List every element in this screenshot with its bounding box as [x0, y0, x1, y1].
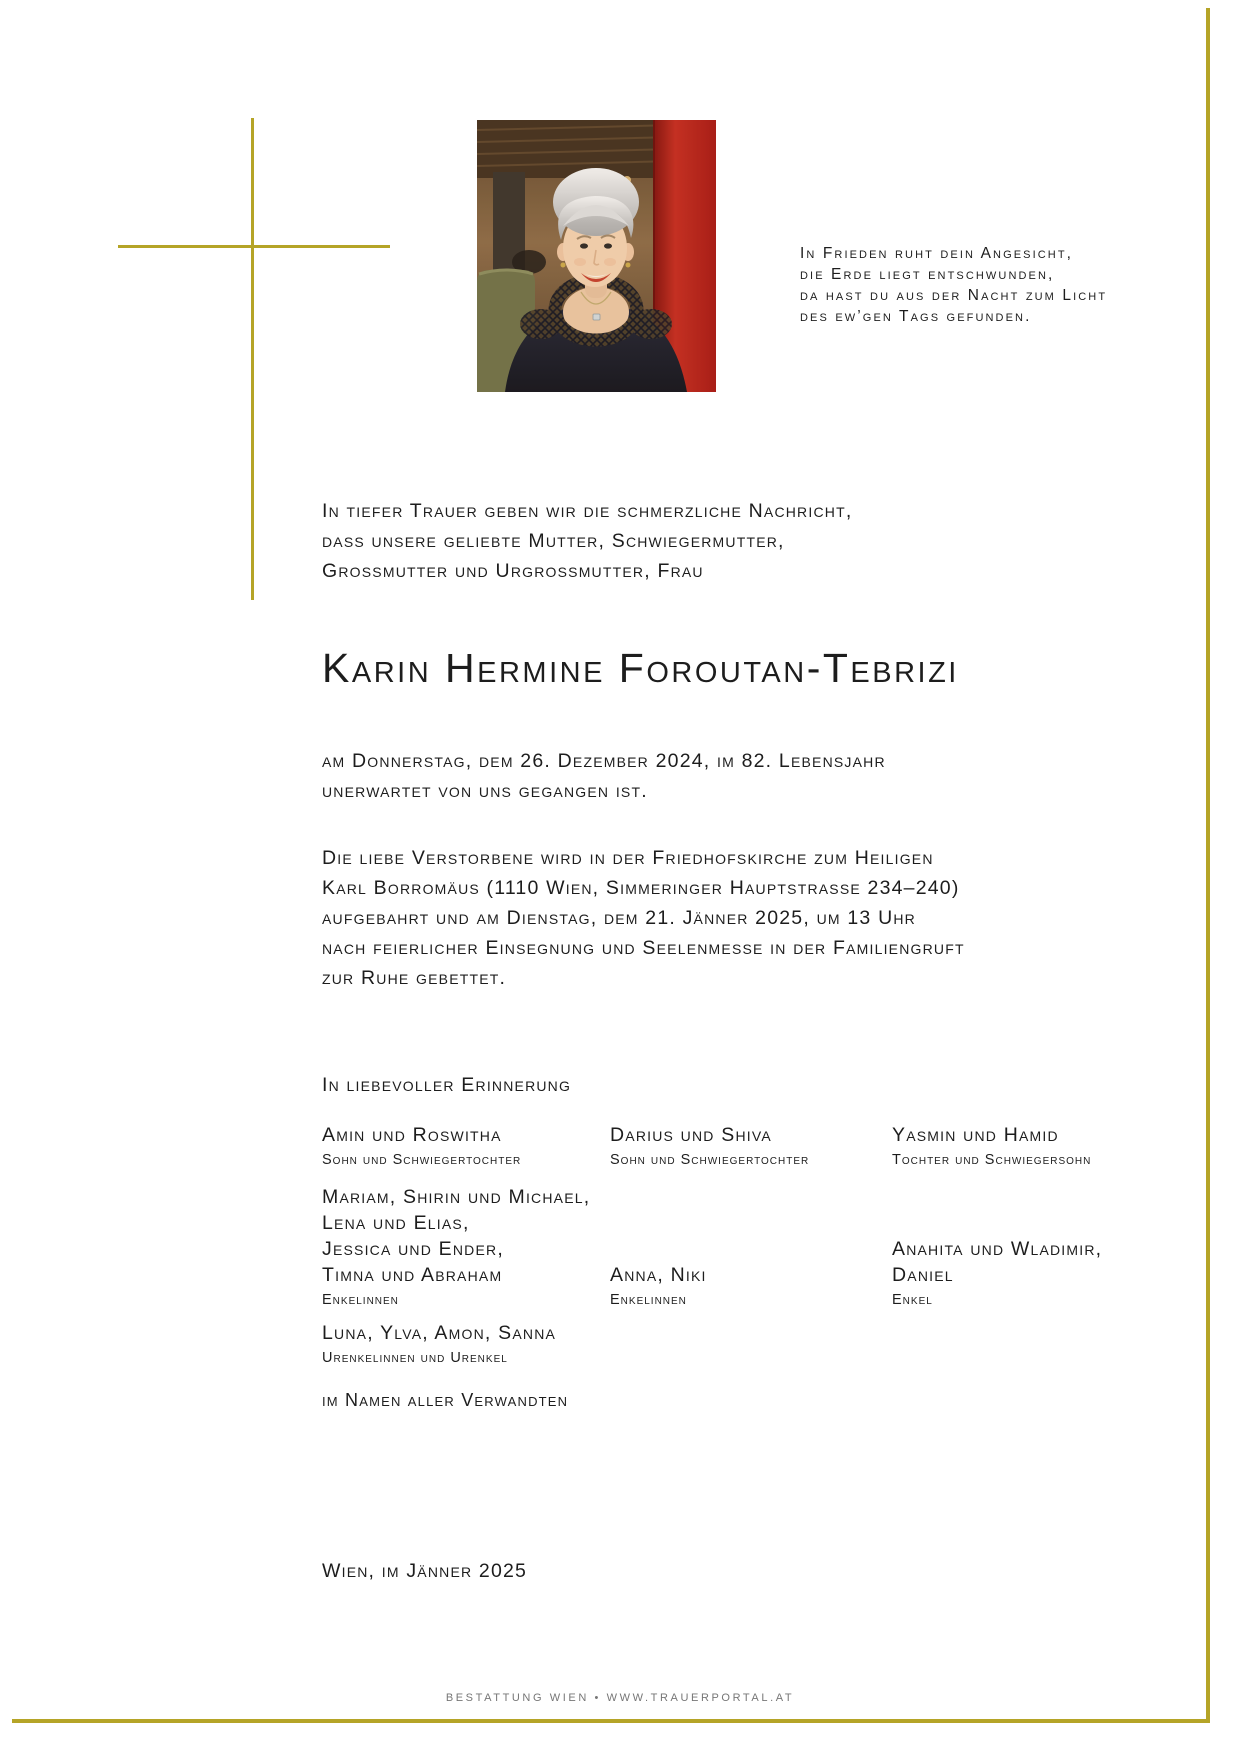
announcement-line: dass unsere geliebte Mutter, Schwiegermutter, — [322, 530, 785, 552]
mourner-relation: Enkel — [892, 1292, 933, 1308]
mourner-group — [322, 1184, 610, 1310]
passing-line: unerwartet von uns gegangen ist. — [322, 780, 648, 802]
mourner-names: Timna und Abraham — [322, 1264, 503, 1286]
on-behalf-text: im Namen aller Verwandten — [322, 1390, 569, 1410]
mourner-group — [322, 1122, 610, 1170]
condolence-verse — [800, 243, 1107, 327]
memorial-heading: In liebevoller Erinnerung — [322, 1074, 572, 1096]
mourner-names: Yasmin und Hamid — [892, 1124, 1059, 1146]
funeral-line: aufgebahrt und am Dienstag, dem 21. Jänner 2025, um 13 Uhr — [322, 907, 916, 929]
mourner-names: Amin und Roswitha — [322, 1124, 502, 1146]
announcement-line: In tiefer Trauer geben wir die schmerzliche Nachricht, — [322, 500, 853, 522]
verse-line: In Frieden ruht dein Angesicht, — [800, 245, 1074, 262]
passing-line: am Donnerstag, dem 26. Dezember 2024, im 82. Lebensjahr — [322, 750, 886, 772]
mourners-row-grandchildren — [322, 1184, 1208, 1310]
portrait-photo — [477, 120, 716, 392]
mourners-row-greatgrandchildren — [322, 1320, 1208, 1368]
mourner-group — [322, 1320, 610, 1368]
verse-line: des ew’gen Tags gefunden. — [800, 308, 1032, 325]
mourner-group — [892, 1122, 1208, 1170]
mourner-relation: Urenkelinnen und Urenkel — [322, 1350, 508, 1366]
funeral-line: Karl Borromäus (1110 Wien, Simmeringer Hauptstrasse 234–240) — [322, 877, 960, 899]
verse-line: die Erde liegt entschwunden, — [800, 266, 1055, 283]
mourner-group — [610, 1262, 892, 1310]
mourner-names: Mariam, Shirin und Michael, — [322, 1186, 591, 1208]
funeral-line: nach feierlicher Einsegnung und Seelenmesse in der Familiengruft — [322, 937, 965, 959]
mourner-relation: Sohn und Schwiegertochter — [610, 1152, 810, 1168]
place-and-date: Wien, im Jänner 2025 — [322, 1560, 528, 1582]
deceased-name: Karin Hermine Foroutan-Tebrizi — [322, 645, 959, 691]
mourner-names: Luna, Ylva, Amon, Sanna — [322, 1322, 557, 1344]
passing-text — [322, 746, 886, 806]
footer-publisher-line: BESTATTUNG WIEN • WWW.TRAUERPORTAL.AT — [445, 1692, 795, 1704]
funeral-line: zur Ruhe gebettet. — [322, 967, 507, 989]
mourner-names: Jessica und Ender, — [322, 1238, 504, 1260]
mourner-names: Darius und Shiva — [610, 1124, 772, 1146]
mourner-relation: Enkelinnen — [322, 1292, 399, 1308]
gold-bottom-border — [12, 1719, 1210, 1723]
mourner-names: Anna, Niki — [610, 1264, 707, 1286]
mourner-names: Lena und Elias, — [322, 1212, 470, 1234]
funeral-line: Die liebe Verstorbene wird in der Friedhofskirche zum Heiligen — [322, 847, 934, 869]
gold-right-border — [1206, 8, 1210, 1722]
mourners-row-children — [322, 1122, 1208, 1170]
mourner-names: Anahita und Wladimir, — [892, 1238, 1103, 1260]
cross-horizontal-bar — [118, 245, 390, 248]
announcement-line: Grossmutter und Urgrossmutter, Frau — [322, 560, 704, 582]
verse-line: da hast du aus der Nacht zum Licht — [800, 287, 1108, 304]
mourner-group — [892, 1236, 1208, 1310]
cross-vertical-bar — [251, 118, 254, 600]
mourner-relation: Sohn und Schwiegertochter — [322, 1152, 522, 1168]
mourner-names: Daniel — [892, 1264, 954, 1286]
mourner-group — [610, 1122, 892, 1170]
mourner-relation: Enkelinnen — [610, 1292, 687, 1308]
funeral-text — [322, 843, 965, 993]
mourner-relation: Tochter und Schwiegersohn — [892, 1152, 1092, 1168]
announcement-text — [322, 496, 852, 586]
